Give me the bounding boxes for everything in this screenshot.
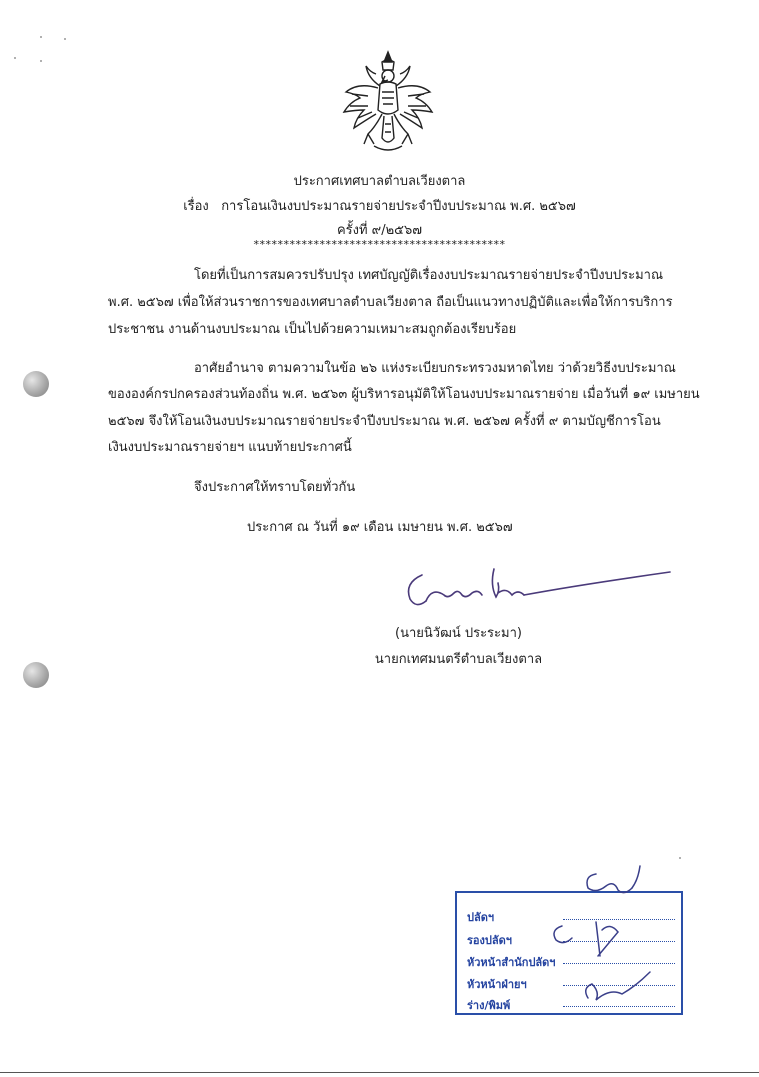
stamp-row-label: ปลัดฯ xyxy=(467,911,495,924)
announcement-number: ครั้งที่ ๙/๒๕๖๗ xyxy=(336,223,423,238)
punch-hole xyxy=(23,662,49,688)
stamp-row-label: หัวหน้าสำนักปลัดฯ xyxy=(467,956,556,969)
punch-hole xyxy=(23,371,49,397)
subject-line xyxy=(0,195,759,216)
para2-line: เงินงบประมาณรายจ่ายฯ แนบท้ายประกาศนี้ xyxy=(108,440,352,455)
announce-line: จึงประกาศให้ทราบโดยทั่วกัน xyxy=(194,480,356,495)
garuda-emblem-icon xyxy=(338,48,438,158)
subject-label: เรื่อง xyxy=(183,199,209,214)
signatory-name: (นายนิวัฒน์ ประระมา) xyxy=(395,626,522,641)
handwritten-signature xyxy=(398,565,683,615)
stamp-row-label: หัวหน้าฝ่ายฯ xyxy=(467,978,527,991)
subject-text: การโอนเงินงบประมาณรายจ่ายประจำปีงบประมาณ พ.ศ. ๒๕๖๗ xyxy=(221,199,576,214)
para2-line: อาศัยอำนาจ ตามความในข้อ ๒๖ แห่งระเบียบกระทรวงมหาดไทย ว่าด้วยวิธีงบประมาณ xyxy=(194,361,676,376)
announcement-title: ประกาศเทศบาลตำบลเวียงตาล xyxy=(293,174,466,189)
stamp-row-label: ร่าง/พิมพ์ xyxy=(467,999,511,1012)
para2-line: ขององค์กรปกครองส่วนท้องถิ่น พ.ศ. ๒๕๖๓ ผู้บริหารอนุมัติให้โอนงบประมาณรายจ่าย เมื่อวันที่ ๑๙ เมษายน xyxy=(108,387,700,402)
scan-speck xyxy=(40,60,42,62)
scan-speck xyxy=(40,36,42,38)
scan-speck xyxy=(679,857,681,859)
scan-speck xyxy=(64,38,66,40)
scan-speck xyxy=(14,57,16,59)
para2-line: ๒๕๖๗ จึงให้โอนเงินงบประมาณรายจ่ายประจำปีงบประมาณ พ.ศ. ๒๕๖๗ ครั้งที่ ๙ ตามบัญชีการโอน xyxy=(108,414,661,429)
stamp-row-label: รองปลัดฯ xyxy=(467,934,512,947)
stamp-initials xyxy=(540,860,690,1020)
para1-line: โดยที่เป็นการสมควรปรับปรุง เทศบัญญัติเรื่องงบประมาณรายจ่ายประจำปีงบประมาณ xyxy=(194,268,664,283)
scan-bottom-edge xyxy=(0,1072,759,1073)
para1-line: พ.ศ. ๒๕๖๗ เพื่อให้ส่วนราชการของเทศบาลตำบลเวียงตาล ถือเป็นแนวทางปฏิบัติและเพื่อให้การบริการ xyxy=(108,295,673,310)
para1-line: ประชาชน งานด้านงบประมาณ เป็นไปด้วยความเหมาะสมถูกต้องเรียบร้อย xyxy=(108,322,517,337)
signatory-position: นายกเทศมนตรีตำบลเวียงตาล xyxy=(374,652,543,667)
separator-line: ****************************************** xyxy=(253,238,506,251)
date-line: ประกาศ ณ วันที่ ๑๙ เดือน เมษายน พ.ศ. ๒๕๖๗ xyxy=(247,520,513,535)
